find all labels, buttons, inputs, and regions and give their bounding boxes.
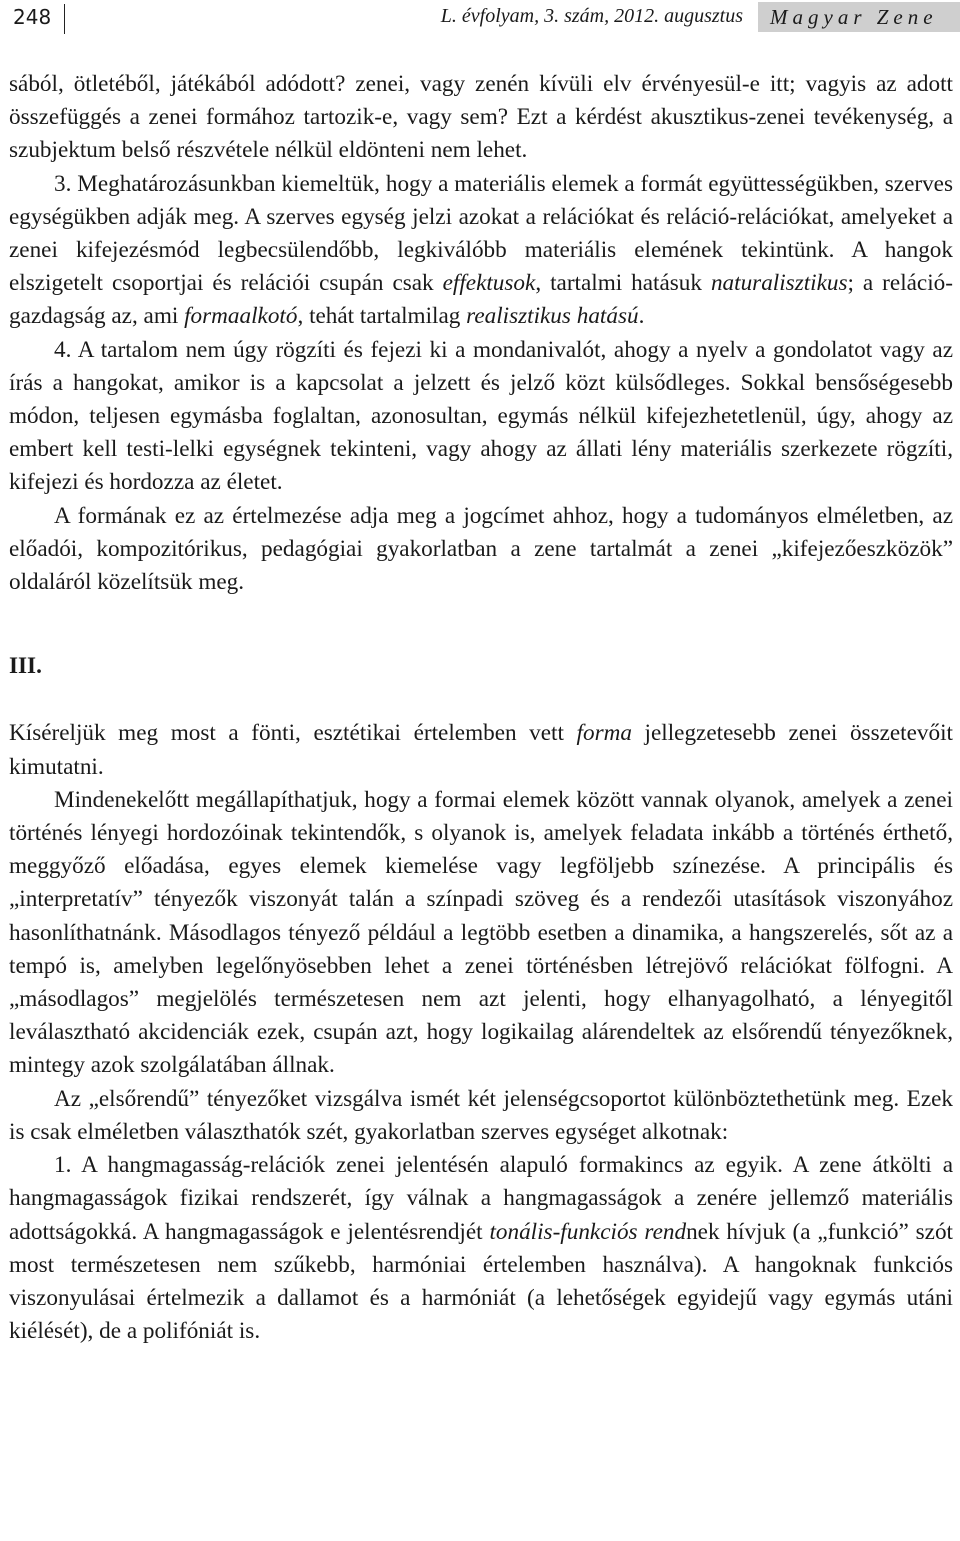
emphasis-forma: forma	[576, 720, 632, 747]
page-number: 248	[13, 5, 52, 29]
paragraph-4: A formának ez az értelmezése adja meg a jogcímet ahhoz, hogy a tudományos elméletben, az előadói, kompozitórikus, pedagógiai gyakorlatban a zene tartalmát a zenei „kifejezőeszközök” oldaláról közelítsük meg.	[9, 502, 953, 596]
paragraph-1: sából, ötletéből, játékából adódott? zenei, vagy zenén kívüli elv érvényesül-e itt; vagyis az adott összefüggés a zenei formához tartozik-e, vagy sem? Ezt a kérdést akusztikus-zenei tevékenység, a szubjektum belső részvétele nélkül eldönteni nem lehet.	[9, 71, 953, 164]
header-divider	[64, 4, 65, 34]
article-body	[9, 68, 953, 1348]
paragraph-2: 3. Meghatározásunkban kiemeltük, hogy a materiális elemek a formát együttességükben, szerves egységükben adják meg. A szerves egység jelzi azokat a relációkat és reláció-relációkat, amelyeket a zenei kifejezésmód legbecsülendőbb, legkiválóbb materiális elemének tekintünk. A hangok elszigetelt csoportjai és relációi csupán csak effektusok, tartalmi hatásuk naturalisztikus; a relációgazdagság az, ami formaalkotó, tehát tartalmilag realisztikus hatású.	[9, 170, 953, 330]
paragraph-8: 1. A hangmagasság-relációk zenei jelentésén alapuló formakincs az egyik. A zene átkölti a hangmagasságok fizikai rendszerét, így válnak a hangmagasságok a zenére jellemző materiális adottságokká. A hangmagasságok e jelentésrendjét tonális-funkciós rendnek hívjuk (a „funkció” szót most természetesen nem szűkebb, harmóniai értelemben használva). A hangoknak funkciós viszonyulásai értelmezik a dallamot és a harmóniát (a lehetőségek egyidejű vagy egymás utáni kiélését), de a polifóniát is.	[9, 1152, 953, 1345]
paragraph-7: Az „elsőrendű” tényezőket vizsgálva ismét két jelenségcsoportot különböztethetünk meg. Ezek is csak elméletben választhatók szét, gyakorlatban szerves egységet alkotnak:	[9, 1085, 953, 1145]
paragraph-6: Mindenekelőtt megállapíthatjuk, hogy a formai elemek között vannak olyanok, amelyek a zenei történés lényegi hordozóinak tekintendők, s olyanok is, amelyek feladata inkább a történés érthető, meggyőző előadása, egyes elemek kiemelése vagy legföljebb színezése. A principális és „interpretatív” tényezők viszonyát talán a színpadi szöveg és a rendezői utasítások viszonyához hasonlíthatnánk. Másodlagos tényező például a legtöbb esetben a dinamika, a hangszerelés, sőt az a tempó is, amelyben legelőnyösebben lehet a zenei történésben létrejövő relációkat fölfogni. A „másodlagos” megjelölés természetesen nem azt jelenti, hogy elhanyagolható, a lényegitől leválasztható akcidenciák ezek, csupán azt, hogy logikailag alárendeltek az elsőrendű tényezőknek, mintegy azok szolgálatában állnak.	[9, 786, 953, 1079]
section-heading: III.	[9, 653, 42, 680]
page-header	[0, 0, 960, 40]
issue-info: L. évfolyam, 3. szám, 2012. augusztus	[440, 5, 743, 27]
journal-title: Magyar Zene	[758, 2, 960, 32]
paragraph-5: Kíséreljük meg most a fönti, esztétikai értelemben vett forma jellegzetesebb zenei összetevőit kimutatni.	[9, 720, 953, 780]
emphasis-formaalkoto: formaalkotó	[184, 303, 298, 330]
emphasis-realisztikus: realisztikus hatású	[466, 303, 639, 330]
emphasis-naturalisztikus: naturalisztikus	[710, 270, 848, 297]
emphasis-tonalis-funkcios: tonális-funkciós rend	[489, 1218, 687, 1245]
paragraph-3: 4. A tartalom nem úgy rögzíti és fejezi ki a mondanivalót, ahogy a nyelv a gondolatot vagy az írás a hangokat, amikor is a kapcsolat a jelzett és jelző közt külsődleges. Sokkal bensőségesebb módon, teljesen egymásba foglaltan, azonosultan, egymás nélkül kifejezhetetlenül, úgy, ahogy az embert kell testi-lelki egységnek tekinteni, vagy ahogy az állati lény materiális szerkezete rögzíti, kifejezi és hordozza az életet.	[9, 336, 953, 496]
emphasis-effektusok: effektusok	[442, 270, 536, 297]
